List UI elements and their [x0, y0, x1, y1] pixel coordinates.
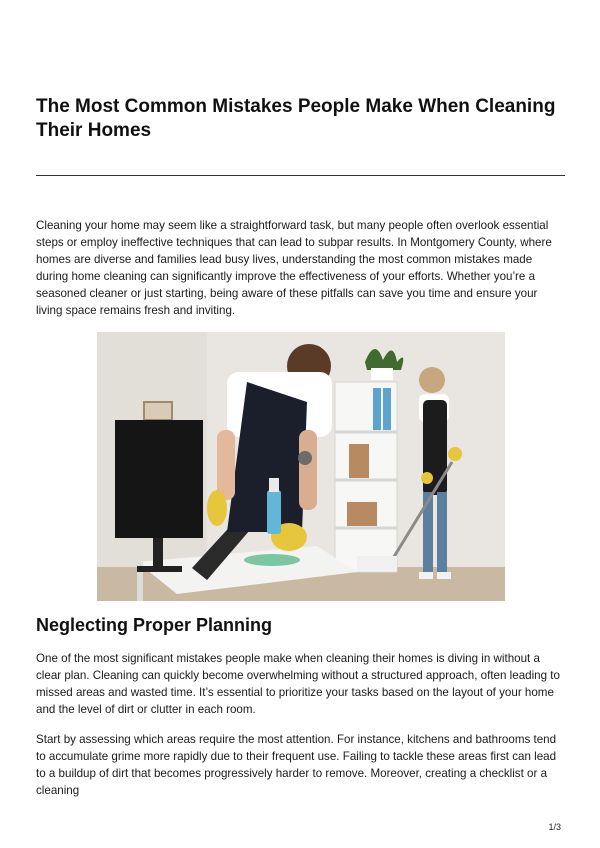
section-paragraph-1: One of the most significant mistakes people make when cleaning their homes is diving in without a clear plan. Cleaning can quickly become overwhelming without a structured approach, often leading to missed areas and wasted time. It’s essential to prioritize your tasks based on the layout of your home and the level of dirt or clutter in each room. — [36, 652, 560, 716]
page-number: 1/3 — [548, 822, 561, 832]
intro-paragraph: Cleaning your home may seem like a straightforward task, but many people often overlook essential steps or employ ineffective techniques that can lead to subpar results. In Montgomery County, where homes are diverse and families lead busy lives, understanding the most common mistakes made during home cleaning can significantly improve the effectiveness of your efforts. Whether you’re a seasoned cleaner or just starting, being aware of these pitfalls can save you time and ensure your living space remains fresh and inviting. — [36, 219, 552, 317]
section-paragraph-2: Start by assessing which areas require the most attention. For instance, kitchens and bathrooms tend to accumulate grime more rapidly due to their frequent use. Failing to tackle these areas first can lead to a buildup of dirt that becomes progressively harder to remove. Moreover, creating a checklist or a cleaning — [36, 733, 557, 797]
cleaning-photo — [97, 332, 505, 601]
title-divider — [36, 175, 565, 176]
section-heading: Neglecting Proper Planning — [36, 615, 273, 635]
article-title: The Most Common Mistakes People Make When Cleaning Their Homes — [36, 96, 556, 141]
